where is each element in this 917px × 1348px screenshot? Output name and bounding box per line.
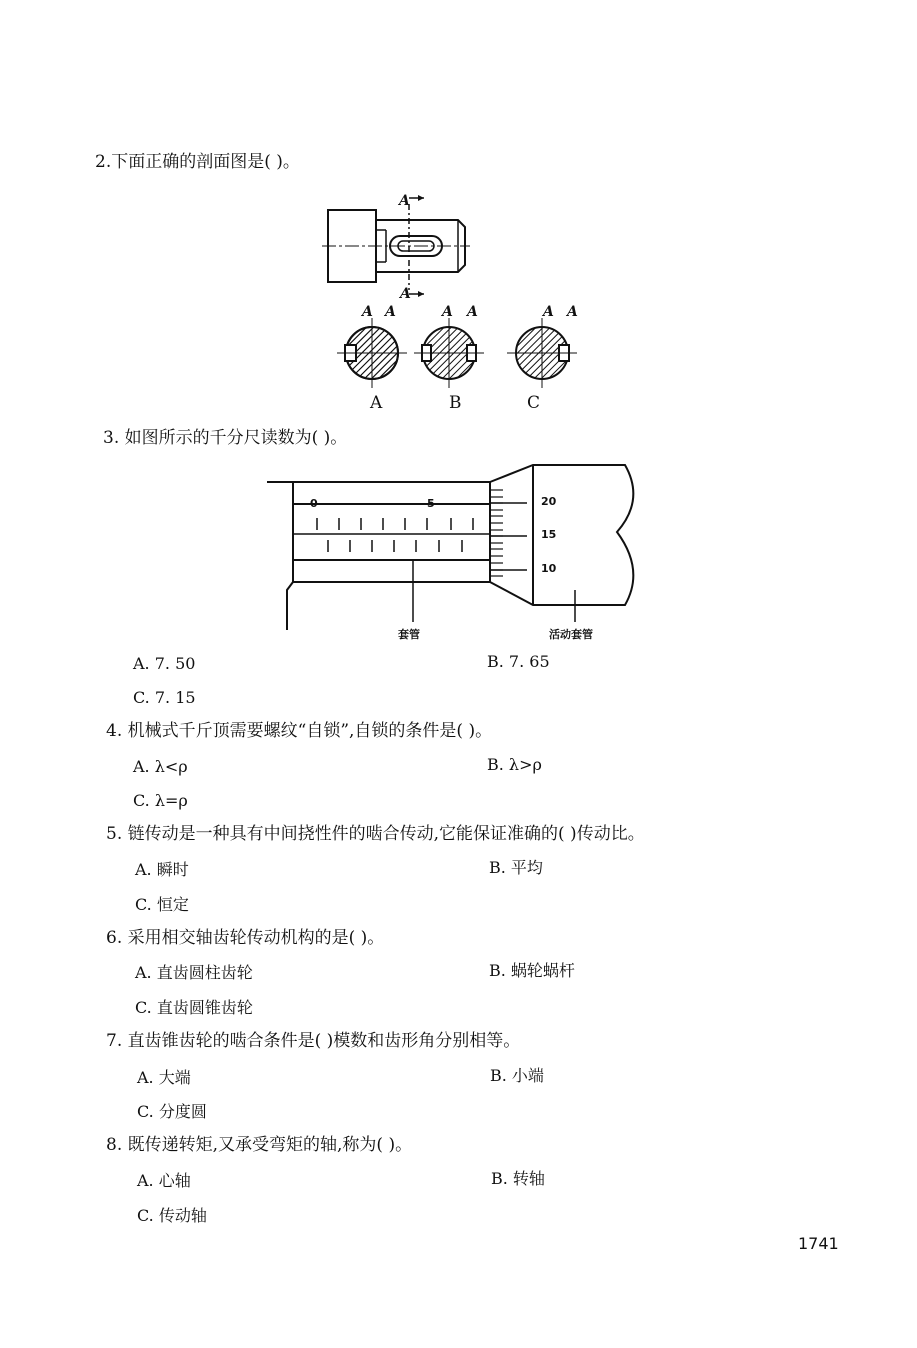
q6-option-a: A. 直齿圆柱齿轮 (135, 963, 253, 982)
option-c-mark-right: A (567, 304, 578, 320)
q4-option-a: A. λ<ρ (133, 757, 188, 776)
option-a-mark-right: A (385, 304, 396, 320)
q8-option-a: A. 心轴 (137, 1171, 191, 1190)
thimble-label: 活动套管 (549, 628, 593, 641)
q5-option-b: B. 平均 (489, 858, 543, 877)
section-option-c (507, 318, 577, 388)
q4-option-b: B. λ>ρ (487, 755, 542, 774)
q7-option-a: A. 大端 (137, 1068, 191, 1087)
q3-option-b: B. 7. 65 (487, 652, 550, 671)
question-4-text: 4. 机械式千斤顶需要螺纹“自锁”,自锁的条件是( )。 (106, 721, 493, 741)
question-7-text: 7. 直齿锥齿轮的啮合条件是( )模数和齿形角分别相等。 (106, 1031, 521, 1051)
section-option-a (337, 318, 407, 388)
question-5-text: 5. 链传动是一种具有中间挠性件的啮合传动,它能保证准确的( )传动比。 (106, 824, 645, 844)
q5-option-c: C. 恒定 (135, 895, 189, 914)
option-a-mark-left: A (362, 304, 373, 320)
section-option-c-label: C (527, 393, 541, 413)
q7-option-b: B. 小端 (490, 1066, 544, 1085)
section-option-a-label: A (370, 393, 383, 413)
option-b-mark-left: A (442, 304, 453, 320)
thimble-scale-15: 15 (541, 528, 557, 541)
section-mark-top: A (399, 193, 410, 209)
micrometer-diagram (265, 460, 645, 635)
q5-option-a: A. 瞬时 (135, 860, 189, 879)
thimble-scale-10: 10 (541, 562, 557, 575)
q8-option-c: C. 传动轴 (137, 1206, 207, 1225)
thimble-scale-20: 20 (541, 495, 557, 508)
page-number: 1741 (798, 1234, 839, 1253)
question-2-text: 2.下面正确的剖面图是( )。 (95, 152, 300, 172)
question-3-text: 3. 如图所示的千分尺读数为( )。 (103, 428, 348, 448)
q3-option-a: A. 7. 50 (133, 654, 196, 673)
q6-option-c: C. 直齿圆锥齿轮 (135, 998, 253, 1017)
sleeve-label: 套管 (398, 628, 420, 641)
option-c-mark-left: A (543, 304, 554, 320)
sleeve-scale-5: 5 (427, 497, 435, 510)
section-option-b-label: B (449, 393, 462, 413)
q4-option-c: C. λ=ρ (133, 791, 188, 810)
question-8-text: 8. 既传递转矩,又承受弯矩的轴,称为( )。 (106, 1135, 413, 1155)
sleeve-scale-0: 0 (310, 497, 318, 510)
q7-option-c: C. 分度圆 (137, 1102, 207, 1121)
option-b-mark-right: A (467, 304, 478, 320)
section-mark-bottom: A (400, 286, 411, 302)
q6-option-b: B. 蜗轮蜗杆 (489, 961, 575, 980)
section-option-b (414, 318, 484, 388)
q3-option-c: C. 7. 15 (133, 688, 196, 707)
question-6-text: 6. 采用相交轴齿轮传动机构的是( )。 (106, 928, 385, 948)
q8-option-b: B. 转轴 (491, 1169, 545, 1188)
